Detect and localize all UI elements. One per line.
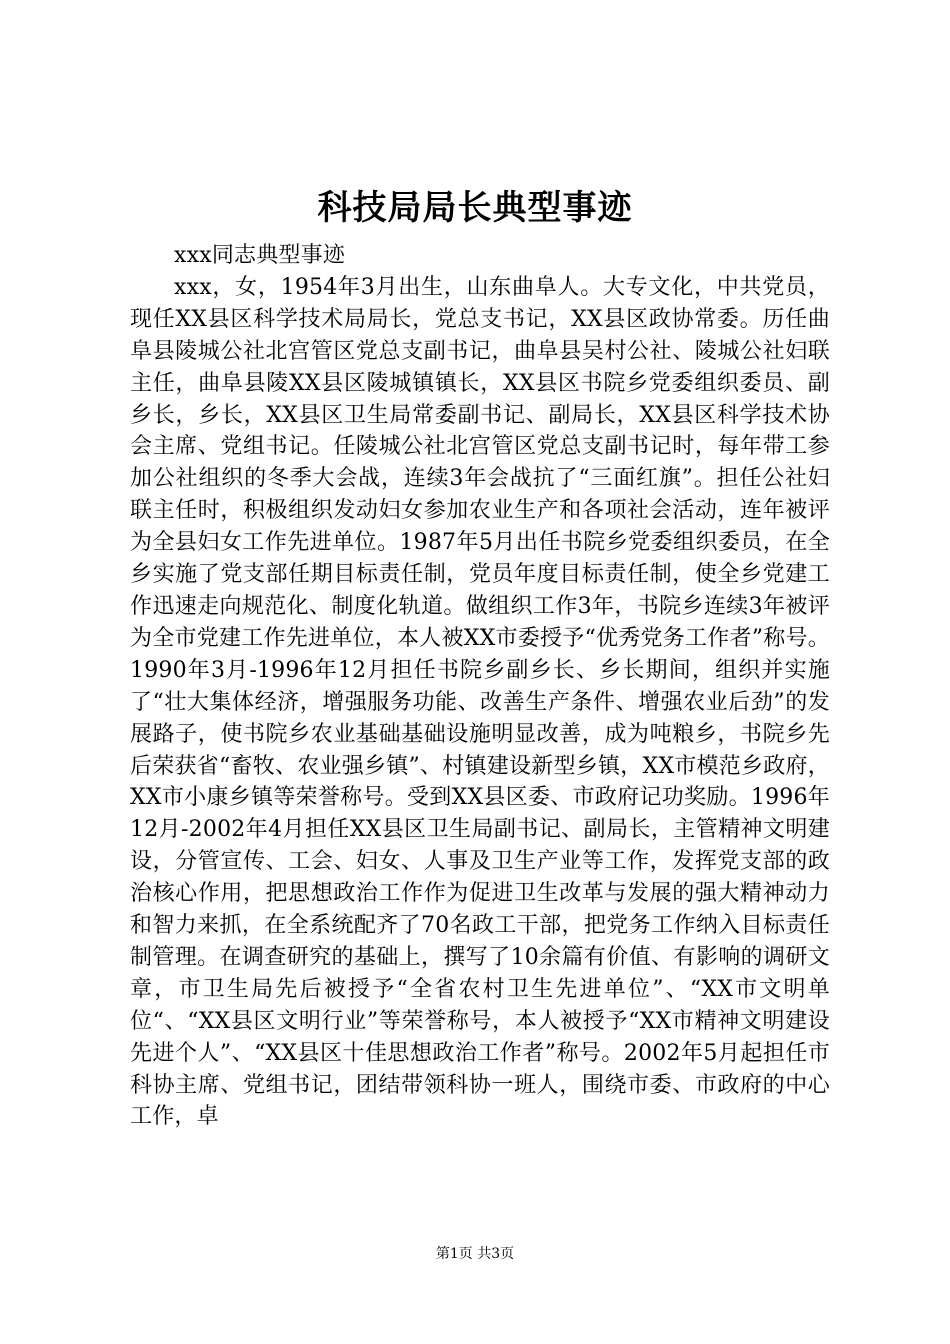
document-body [130, 240, 830, 1133]
body-paragraph: xxx，女，1954年3月出生，山东曲阜人。大专文化，中共党员，现任XX县区科学技术局局长，党总支书记，XX县区政协常委。历任曲阜县陵城公社北宫管区党总支副书记，曲阜县吴村公社、陵城公社妇联主任，曲阜县陵XX县区陵城镇镇长，XX县区书院乡党委组织委员、副乡长，乡长，XX县区卫生局常委副书记、副局长，XX县区科学技术协会主席、党组书记。任陵城公社北宫管区党总支副书记时，每年带工参加公社组织的冬季大会战，连续3年会战抗了“三面红旗”。担任公社妇联主任时，积极组织发动妇女参加农业生产和各项社会活动，连年被评为全县妇女工作先进单位。1987年5月出任书院乡党委组织委员，在全乡实施了党支部任期目标责任制，党员年度目标责任制，使全乡党建工作迅速走向规范化、制度化轨道。做组织工作3年，书院乡连续3年被评为全市党建工作先进单位，本人被XX市委授予“优秀党务工作者”称号。1990年3月-1996年12月担任书院乡副乡长、乡长期间，组织并实施了“壮大集体经济，增强服务功能、改善生产条件、增强农业后劲”的发展路子，使书院乡农业基础基础设施明显改善，成为吨粮乡，书院乡先后荣获省“畜牧、农业强乡镇”、村镇建设新型乡镇，XX市模范乡政府，XX市小康乡镇等荣誉称号。受到XX县区委、市政府记功奖励。1996年12月-2002年4月担任XX县区卫生局副书记、副局长，主管精神文明建设，分管宣传、工会、妇女、人事及卫生产业等工作，发挥党支部的政治核心作用，把思想政治工作作为促进卫生改革与发展的强大精神动力和智力来抓，在全系统配齐了70名政工干部，把党务工作纳入目标责任制管理。在调查研究的基础上，撰写了10余篇有价值、有影响的调研文章，市卫生局先后被授予“全省农村卫生先进单位”、“XX市文明单位“、“XX县区文明行业”等荣誉称号，本人被授予“XX市精神文明建设先进个人”、“XX县区十佳思想政治工作者”称号。2002年5月起担任市科协主席、党组书记，团结带领科协一班人，围绕市委、市政府的中心工作，卓 [130, 274, 830, 1130]
subtitle-line: xxx同志典型事迹 [174, 243, 346, 268]
document-title: 科技局局长典型事迹 [317, 188, 633, 228]
page-number: 第1页 共3页 [435, 1246, 515, 1262]
